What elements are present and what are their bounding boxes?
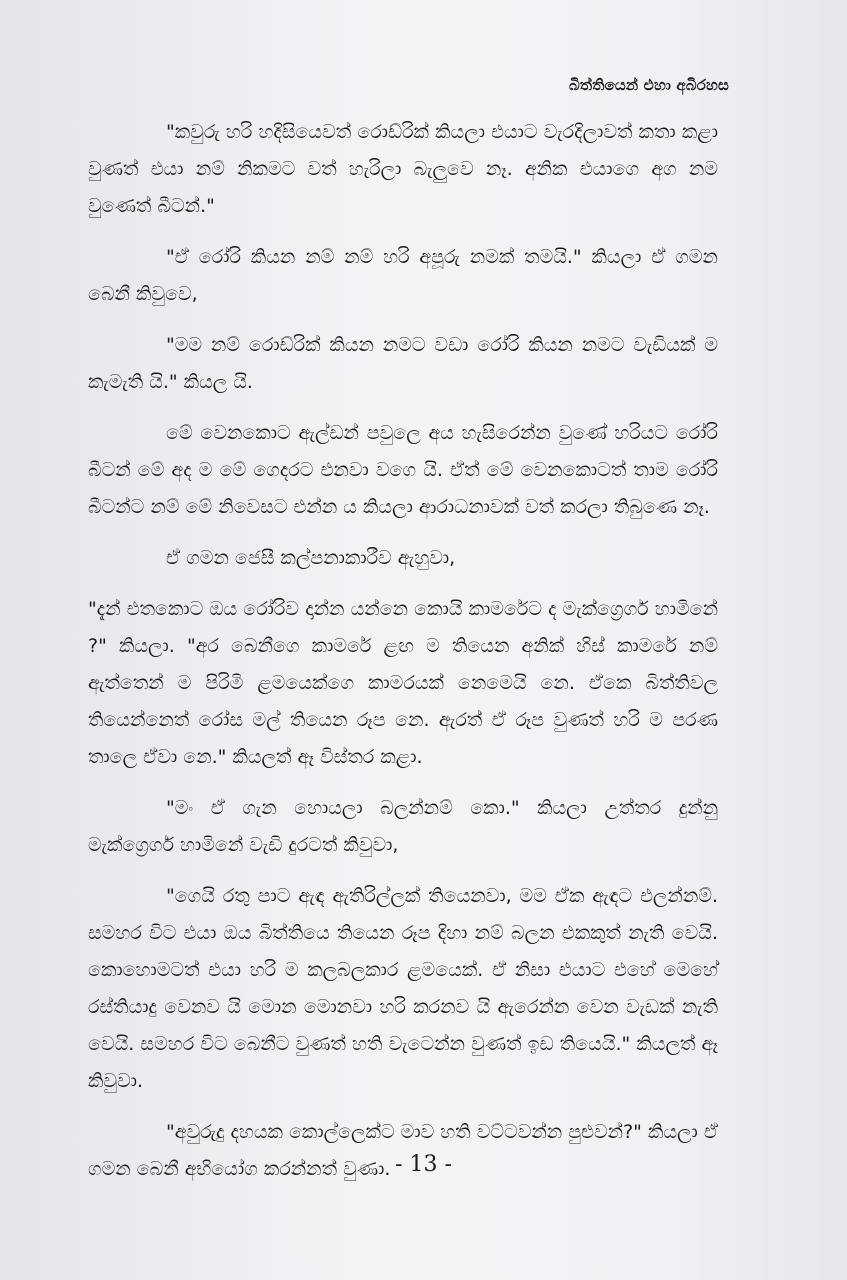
paragraph: "අවුරුදු දහයක කොල්ලෙක්ට මාව හති වට්ටවන්න පුළුවන්?" කියලා ඒ ගමන බෙනී අභියෝග කරන්නත් වුණා. [88,1121,718,1180]
paragraph: "මං ඒ ගැන හොයලා බලන්නම් කො." කියලා උත්තර දුන්නු මැක්ග්‍රෙගර් හාමිනේ වැඩි දුරටත් කිවුවා, [88,797,718,856]
page-number: - 13 - [395,1152,452,1177]
paragraph: "මම නම් රොඩ්රික් කියන නමට වඩා රෝරි කියන නමට වැඩියක් ම කැමැති යි." කියල යි. [88,334,718,393]
page-body [88,114,718,1202]
paragraph: මේ වෙනකොට ඇල්ඩන් පවුලෙ අය හැසිරෙන්න වුණේ හරියට රෝරි බීටන් මේ අද ම මේ ගෙදරට එනවා වගෙ යි. ඒත් මේ වෙනකොටත් තාම රෝරි බීටන්ට නම් මේ නිවෙසට එන්න ය කියලා ආරාධනාවක් වත් කරලා තිබුණෙ නෑ. [88,422,718,518]
paragraph: "ඒ රෝරි කියන නම් නම් හරි අපූරු නමක් තමයි." කියලා ඒ ගමන බෙනී කිවුවෙ, [88,246,718,305]
paragraph: ඒ ගමන ජෙසී කල්පනාකාරීව ඇහුවා, [166,547,456,569]
paragraph: "දැන් එතකොට ඔය රෝරිව දාන්න යන්නෙ කොයි කාමරේට ද මැක්ග්‍රෙගර් හාමිනේ ?" කියලා. "අර බෙනීගෙ කාමරේ ළඟ ම තියෙන අනික් හිස් කාමරේ නම් ඇත්තෙන් ම පිරිමි ළමයෙක්ගෙ කාමරයක් නෙමෙයි නෙ. ඒකෙ බිත්තිවල තියෙන්නෙත් රෝස මල් තියෙන රූප නෙ. ඇරත් ඒ රූප වුණත් හරි ම පරණ තාලෙ ඒවා නෙ." කියලත් ඈ විස්තර කළා. [88,598,718,768]
paragraph: "කවුරු හරි හදිසියෙවත් රොඩ්රික් කියලා එයාට වැරදිලාවත් කතා කළා වුණත් එයා නම් නිකමට වත් හැරිලා බැලුවෙ නෑ. අනික එයාගෙ අග නම වුණෙත් බීටන්." [88,121,718,217]
paragraph: "ගෙයි රතු පාට ඇඳ ඇතිරිල්ලක් තියෙනවා, මම ඒක ඇඳට එලන්නම්. සමහර විට එයා ඔය බිත්තියෙ තියෙන රූප දිහා නම් බලන එකකුත් නැති වෙයි. කොහොමටත් එයා හරි ම කලබලකාර ළමයෙක්. ඒ නිසා එයාට එහේ මෙහේ රස්තියාදු වෙනව යි මොන මොනවා හරි කරනව යි ඇරෙන්න වෙන වැඩක් නැති වෙයි. සමහර විට බෙනීට වුණත් හති වැටෙන්න වුණත් ඉඩ තියෙයි." කියලත් ඈ කිවුවා. [88,885,718,1092]
running-header: බිත්තියෙන් එහා අබිරහස [568,76,729,94]
